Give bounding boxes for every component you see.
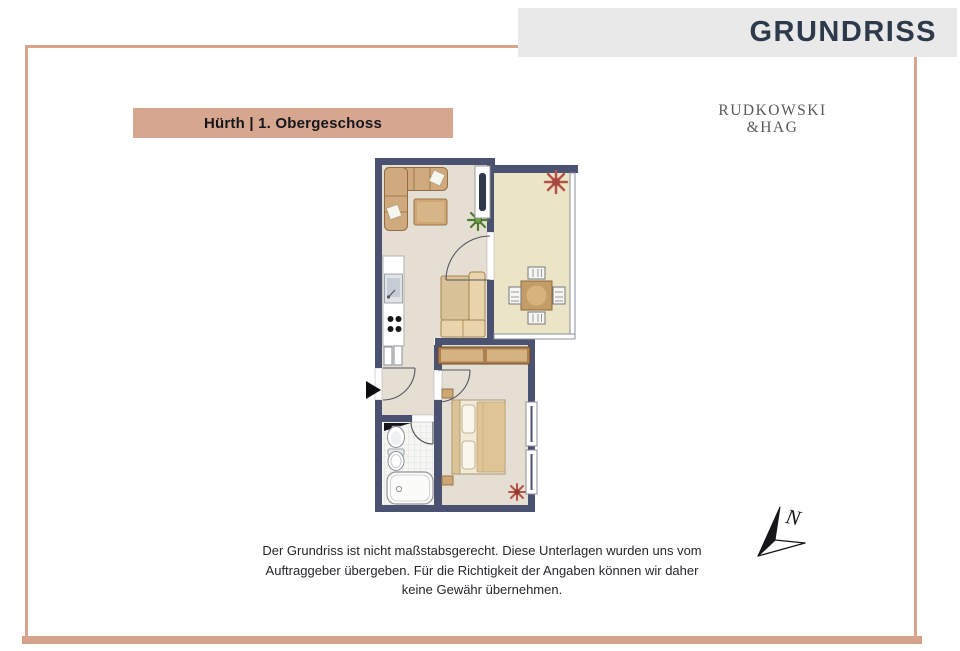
disclaimer-line: Der Grundriss ist nicht maßstabsgerecht. Diese Unterlagen wurden uns vom <box>262 543 702 558</box>
nightstand <box>442 389 453 398</box>
lounge-sofa <box>441 272 485 337</box>
north-arrow-icon <box>750 500 812 560</box>
logo-line1: RUDKOWSKI <box>718 102 827 119</box>
disclaimer-text <box>222 541 742 600</box>
header-bar <box>518 8 957 57</box>
frame-border-bottom <box>22 636 922 644</box>
kitchen-cabinet <box>384 347 392 365</box>
coffee-table <box>414 199 447 225</box>
sideboard <box>438 347 530 364</box>
kitchen-cabinet <box>394 346 402 365</box>
disclaimer-line: Auftraggeber übergeben. Für die Richtigkeit der Angaben können wir daher <box>265 562 699 578</box>
disclaimer-line: keine Gewähr übernehmen. <box>401 582 563 597</box>
page-title: GRUNDRISS <box>749 16 937 48</box>
kitchen-counter <box>383 256 404 365</box>
shower <box>387 472 433 504</box>
dining-table <box>521 281 552 310</box>
frame-border-right <box>914 45 917 636</box>
property-label-box <box>133 108 453 138</box>
floor-plan <box>365 150 580 525</box>
window-unit <box>475 166 490 218</box>
property-label: Hürth | 1. Obergeschoss <box>203 114 382 132</box>
north-label: N <box>783 504 803 531</box>
star-plant-icon <box>545 171 567 193</box>
frame-border-left <box>25 45 28 636</box>
logo-line2: &HAG <box>746 119 799 136</box>
brand-logo <box>700 102 845 136</box>
flower-icon <box>509 484 525 500</box>
nightstand <box>442 476 453 485</box>
